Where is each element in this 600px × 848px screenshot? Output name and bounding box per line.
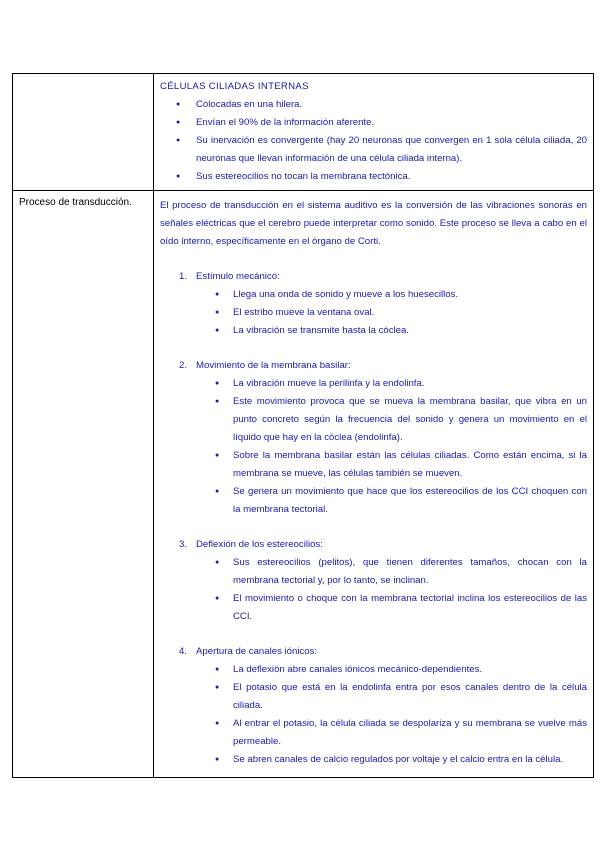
bullet-list [160,554,587,626]
bullet-list [160,661,587,769]
step-number: 2. [179,360,188,371]
row-label [13,74,153,79]
list-item: ● Se abren canales de calcio regulados por voltaje y el calcio entra en la célula. [160,751,587,769]
step-block [160,536,587,626]
section-heading: CÉLULAS CILIADAS INTERNAS [160,81,309,92]
row-label-cell [13,74,154,191]
list-item: ● Colocadas en una hilera. [160,96,587,114]
table-row [13,74,594,191]
list-item: ● Sus estereocilios no tocan la membrana tectónica. [160,168,587,186]
bullet-list [160,286,587,340]
list-item: ● El potasio que está en la endolinfa entra por esos canales dentro de la célula ciliada. [160,679,587,715]
list-item: ● Sobre la membrana basilar están las células ciliadas. Como están encima, si la membrana se mueve, las células también se mueven. [160,447,587,483]
list-item: ● La deflexión abre canales iónicos mecánico-dependientes. [160,661,587,679]
step-title: Movimiento de la membrana basilar: [196,360,351,371]
list-item: ● La vibración mueve la perilinfa y la endolinfa. [160,375,587,393]
list-item: ● El estribo mueve la ventana oval. [160,304,587,322]
row-label: Proceso de transducción. [19,197,132,208]
step-number: 3. [179,539,188,550]
step-block [160,357,587,519]
list-item: ● Sus estereocilios (pelitos), que tienen diferentes tamaños, chocan con la membrana tectorial y, por lo tanto, se inclinan. [160,554,587,590]
step-number: 4. [179,646,188,657]
list-item: ● La vibración se transmite hasta la cóclea. [160,322,587,340]
row-label-cell [13,191,154,778]
intro-paragraph: El proceso de transducción en el sistema auditivo es la conversión de las vibraciones sonoras en señales eléctricas que el cerebro puede interpretar como sonido. Este proceso se lleva a cabo en el oído interno, específicamente en el órgano de Corti. [160,200,587,247]
list-item: ● Llega una onda de sonido y mueve a los huesecillos. [160,286,587,304]
list-item: ● Su inervación es convergente (hay 20 neuronas que convergen en 1 sola célula ciliada, 20 neuronas que llevan información de una célula ciliada interna). [160,132,587,168]
row-content-cell [154,191,594,778]
content-table [12,73,594,778]
bullet-list [160,375,587,519]
table-row [13,191,594,778]
row-content-cell [154,74,594,191]
list-item: ● Se genera un movimiento que hace que los estereocilios de los CCI choquen con la membrana tectorial. [160,483,587,519]
list-item: ● El movimiento o choque con la membrana tectorial inclina los estereocilios de las CCI. [160,590,587,626]
list-item: ● Este movimiento provoca que se mueva la membrana basilar, que vibra en un punto concreto según la frecuencia del sonido y genera un movimiento en el líquido que hay en la cóclea (endolinfa). [160,393,587,447]
step-title: Estímulo mecánico: [196,271,280,282]
list-item: ● Al entrar el potasio, la célula ciliada se despolariza y su membrana se vuelve más permeable. [160,715,587,751]
list-item: ● Envían el 90% de la información aferente. [160,114,587,132]
bullet-list [160,96,587,186]
step-number: 1. [179,271,188,282]
step-block [160,643,587,769]
step-title: Deflexión de los estereocilios: [196,539,323,550]
step-block [160,268,587,340]
step-title: Apertura de canales iónicos: [196,646,318,657]
